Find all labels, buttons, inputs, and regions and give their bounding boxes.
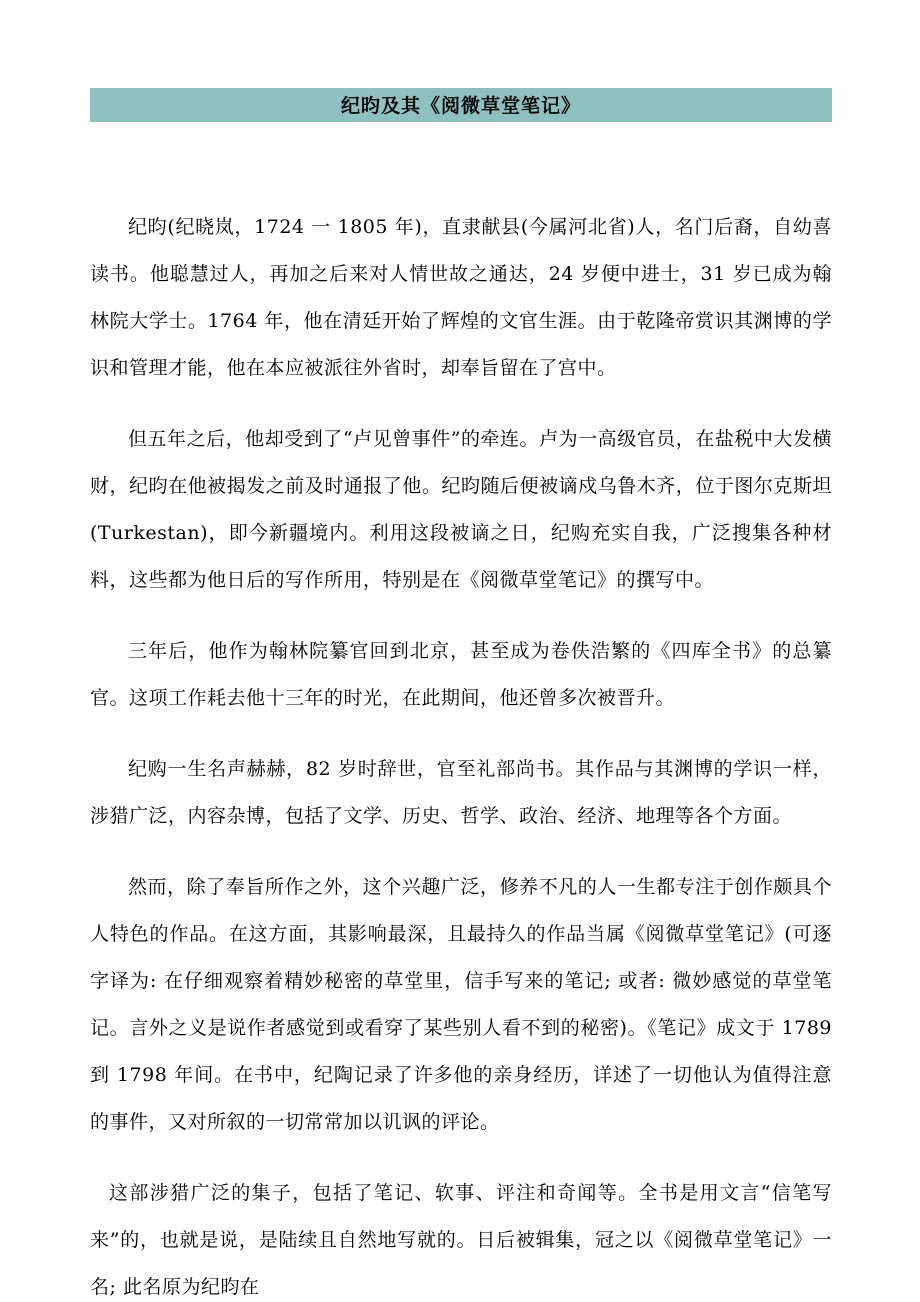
paragraph-4: 纪购一生名声赫赫，82 岁时辞世，官至礼部尚书。其作品与其渊博的学识一样，涉猎广泛，内容杂博，包括了文学、历史、哲学、政治、经济、地理等各个方面。 (90, 758, 832, 827)
paragraph-3: 三年后，他作为翰林院纂官回到北京，甚至成为卷佚浩繁的《四库全书》的总纂官。这项工作耗去他十三年的时光，在此期间，他还曾多次被晋升。 (90, 640, 832, 709)
document-title: 纪昀及其《阅微草堂笔记》 (340, 95, 581, 117)
article-body (90, 204, 832, 1302)
paragraph-2: 但五年之后，他却受到了“卢见曾事件”的牵连。卢为一高级官员，在盐税中大发横财，纪昀在他被揭发之前及时通报了他。纪昀随后便被谪戍乌鲁木齐，位于图尔克斯坦(Turkestan)，即今新疆境内。利用这段被谪之日，纪购充实自我，广泛搜集各种材料，这些都为他日后的写作所用，特别是在《阅微草堂笔记》的撰写中。 (90, 428, 832, 591)
title-highlight-bar (90, 88, 832, 122)
paragraph-6: 这部涉猎广泛的集子，包括了笔记、软事、评注和奇闻等。全书是用文言“信笔写来”的，也就是说，是陆续且自然地写就的。日后被辑集，冠之以《阅微草堂笔记》一名; 此名原为纪昀在 (90, 1182, 832, 1298)
paragraph-5: 然而，除了奉旨所作之外，这个兴趣广泛，修养不凡的人一生都专注于创作颇具个人特色的作品。在这方面，其影响最深，且最持久的作品当属《阅微草堂笔记》(可逐字译为: 在仔细观察着精妙秘密的草堂里，信手写来的笔记; 或者: 微妙感觉的草堂笔记。言外之义是说作者感觉到或看穿了某些别人看不到的秘密)。《笔记》成文于 1789 到 1798 年间。在书中，纪陶记录了许多他的亲身经历，详述了一切他认为值得注意的事件，又对所叙的一切常常加以讥讽的评论。 (90, 876, 832, 1133)
paragraph-1: 纪昀(纪晓岚，1724 一 1805 年)，直隶献县(今属河北省)人，名门后裔，自幼喜读书。他聪慧过人，再加之后来对人情世故之通达，24 岁便中进士，31 岁已成为翰林院大学士。1764 年，他在清廷开始了辉煌的文官生涯。由于乾隆帝赏识其渊博的学识和管理才能，他在本应被派往外省时，却奉旨留在了宫中。 (90, 216, 832, 379)
